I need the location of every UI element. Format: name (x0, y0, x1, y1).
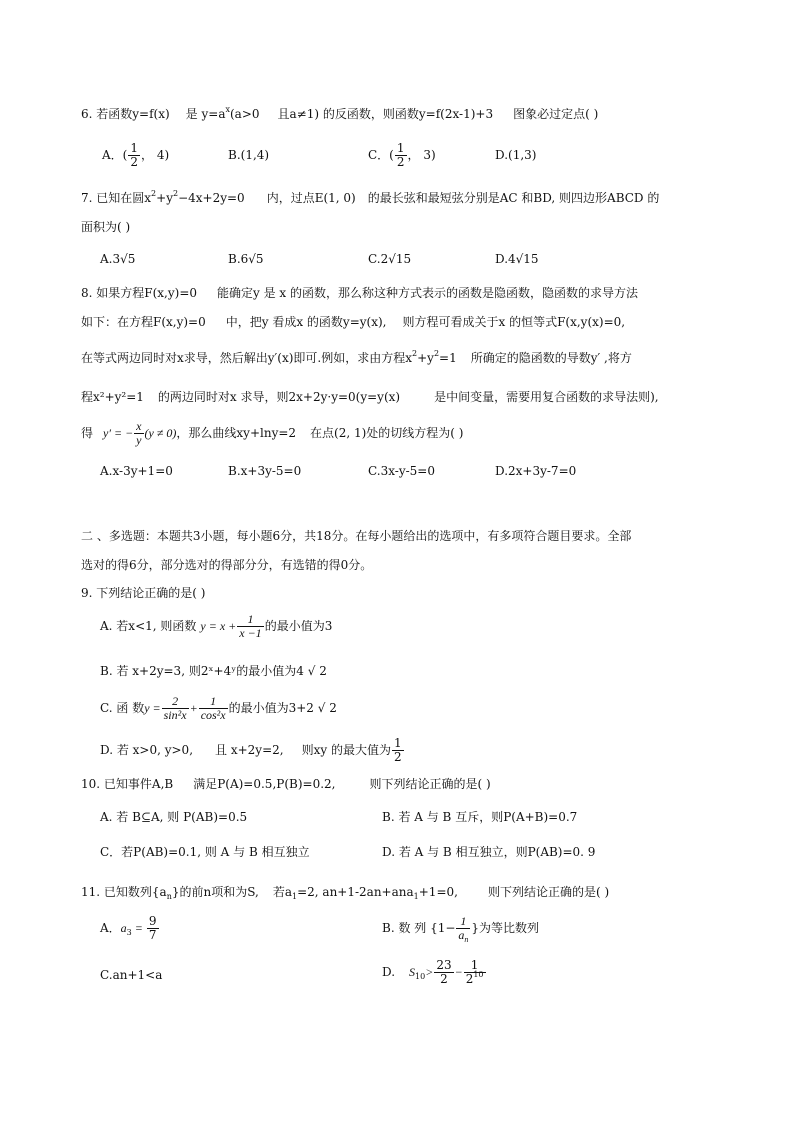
q8-line5: 得 y′ = − $\frac{x}{y}$ (y ≠ 0)，那么曲线xy+lny=2 在点(2, 1)处的切线方程为( ) (81, 419, 464, 447)
q8-option-c: C.3x-y-5=0 (368, 464, 435, 478)
q9-option-d: D. 若 x>0, y>0, 且 x+2y=2, 则xy 的最大值为 $\frac{1}{2}$ (100, 736, 402, 764)
fraction-one-half: $\frac{1}{2}$ (130, 141, 138, 169)
q9-option-b: B. 若 x+2y=3, 则2ˣ+4ʸ的最小值为4 √ 2 (100, 664, 327, 678)
q7-option-c: C.2√15 (368, 252, 412, 266)
q9-option-a: A. 若x<1, 则函数 y = x + $\frac{1}{x -1}$ 的最小值为3 (100, 612, 333, 640)
q10-option-d: D. 若 A 与 B 相互独立，则P(AB)=0. 9 (382, 845, 596, 859)
q9-stem: 9. 下列结论正确的是( ) (81, 586, 206, 600)
section-heading-scoring: 选对的得6分，部分选对的得部分分，有选错的得0分。 (81, 558, 373, 572)
fraction-one-half: $\frac{1}{2}$ (396, 141, 405, 169)
q11-option-a: A．$a_3$ = $\frac{9}{7}$ (100, 914, 157, 942)
q6-option-c: C．( $\frac{1}{2}$ ， 3) (368, 141, 436, 169)
q8-option-a: A.x-3y+1=0 (100, 464, 173, 478)
q11-option-b: B. 数 列 {1− $\frac{1}{a_n}$ }为等比数列 (382, 914, 540, 944)
q8-line1: 8. 如果方程F(x,y)=0 能确定y 是 x 的函数，那么称这种方式表示的函数是隐函数，隐函数的求导方法 (81, 286, 639, 300)
q6-option-d: D.(1,3) (495, 148, 537, 162)
q11-option-c: C.an+1<a (100, 968, 163, 982)
q9-option-c: C. 函 数y = $\frac{2}{\text{sin²x}}$ + $\frac{1}{\text{cos²x}}$ 的最小值为3+2 √ 2 (100, 694, 337, 722)
q8-line3: 在等式两边同时对x求导，然后解出y′(x)即可.例如，求由方程$x^2+y^2=1$ 所确定的隐函数的导数y′ ,将方 (81, 349, 632, 365)
q10-stem: 10. 已知事件A,B 满足P(A)=0.5,P(B)=0.2, 则下列结论正确的是( ) (81, 777, 491, 791)
q6-stem: 6. 若函数y=f(x) 是 $y=a^x(a>0$ 且a≠1) 的反函数，则函数y=f(2x-1)+3 图象必过定点( ) (81, 105, 599, 121)
q7-stem: 7. 已知在圆$x^2+y^2-4x+2y=0$ 内，过点E(1, 0) 的最长弦和最短弦分别是AC 和BD, 则四边形ABCD 的 (81, 189, 660, 205)
q10-option-c: C．若P(AB)=0.1, 则 A 与 B 相互独立 (100, 845, 310, 859)
fraction-x-over-y: $\frac{x}{y}$ (136, 419, 142, 447)
q8-option-b: B.x+3y-5=0 (228, 464, 302, 478)
q6-option-b: B.(1,4) (228, 148, 270, 162)
q8-line2: 如下：在方程F(x,y)=0 中，把y 看成x 的函数y=y(x), 则方程可看成关于x 的恒等式F(x,y(x)=0, (81, 315, 626, 329)
q7-option-b: B.6√5 (228, 252, 264, 266)
q7-option-a: A.3√5 (100, 252, 136, 266)
q7-option-d: D.4√15 (495, 252, 539, 266)
q8-line4: 程x²+y²=1 的两边同时对x 求导，则2x+2y·y=0(y=y(x) 是中间变量，需要用复合函数的求导法则), (81, 390, 659, 404)
q8-option-d: D.2x+3y-7=0 (495, 464, 577, 478)
q10-option-a: A. 若 B⊆A, 则 P(AB)=0.5 (100, 810, 248, 824)
q10-option-b: B. 若 A 与 B 互斥，则P(A+B)=0.7 (382, 810, 578, 824)
section-heading-multiple-choice: 二 、多选题：本题共3小题，每小题6分，共18分。在每小题给出的选项中，有多项符合题目要求。全部 (81, 529, 632, 543)
q11-stem: 11. 已知数列$\{a_n\}$的前n项和为S, 若$a_1=2$, an+1-2an+ana$_1$+1=0, 则下列结论正确的是( ) (81, 885, 610, 901)
q7-stem-line2: 面积为( ) (81, 220, 131, 234)
q6-option-a: A．( $\frac{1}{2}$ ， 4) (102, 141, 170, 169)
q11-option-d: D. $S_{10}>$ $\frac{23}{2}$ − $\frac{1}{2^{10}}$ (382, 958, 484, 986)
